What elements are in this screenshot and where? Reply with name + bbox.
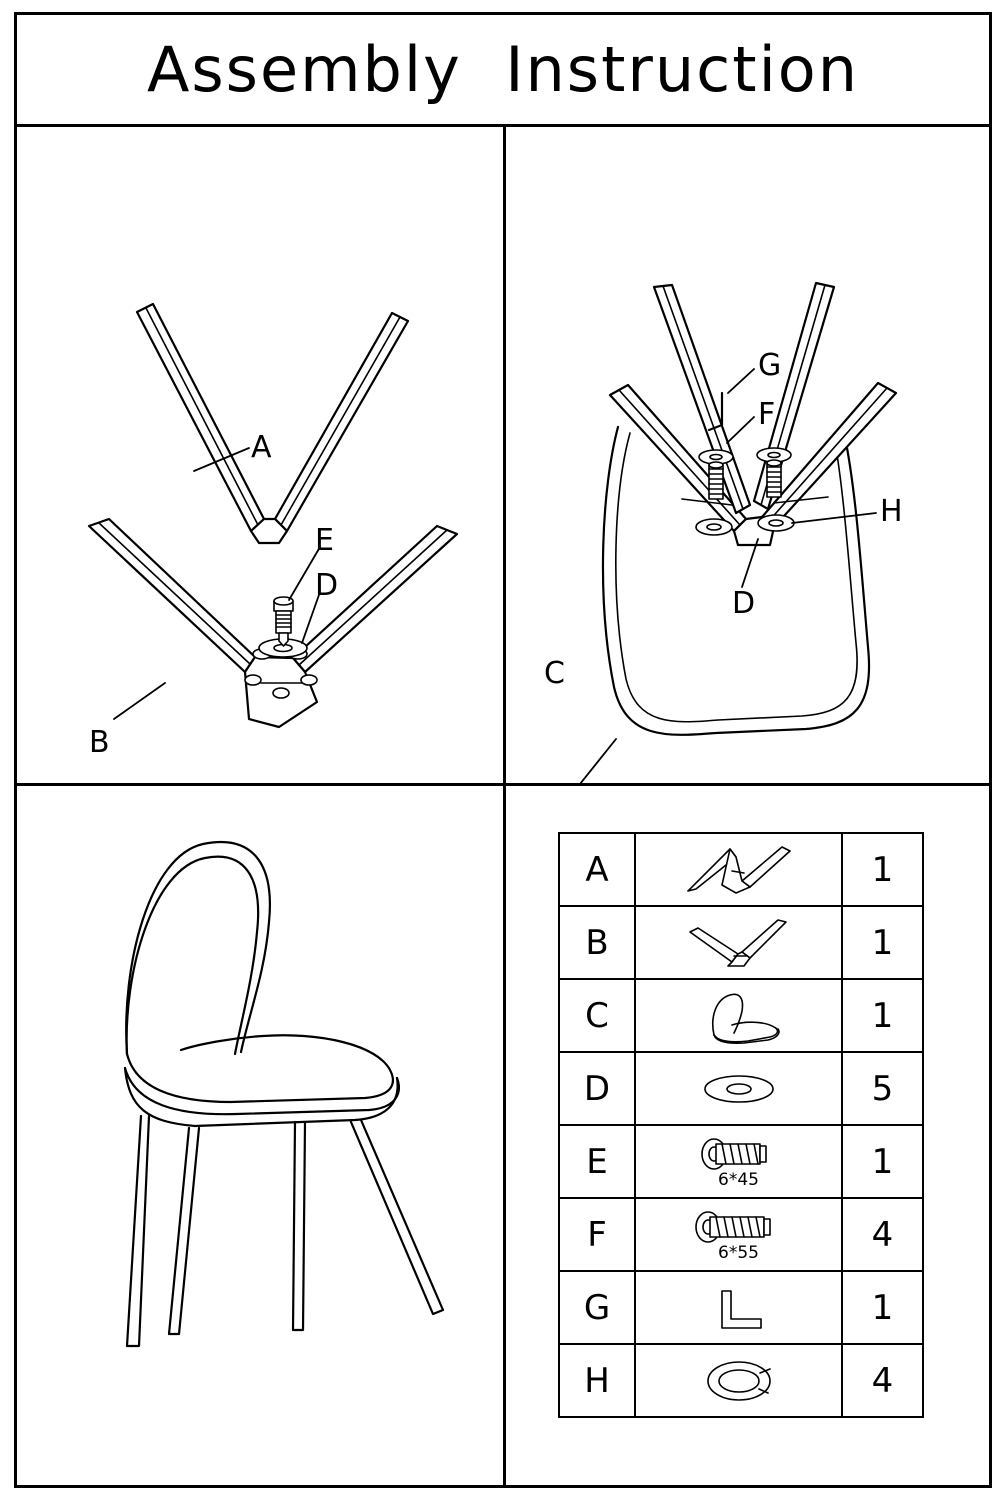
leg-frame-a-drawing xyxy=(137,304,408,543)
leg-frames-drawing xyxy=(610,283,896,545)
bolt-icon xyxy=(636,1207,841,1263)
part-qty: 1 xyxy=(842,833,923,906)
leader-h xyxy=(792,513,876,523)
leg-frame-b-drawing xyxy=(89,519,457,727)
leg-frame-a-icon xyxy=(636,841,841,899)
label-e: E xyxy=(315,523,334,558)
label-f: F xyxy=(758,397,776,432)
part-picture xyxy=(635,1052,842,1125)
washer-icon xyxy=(636,1069,841,1109)
table-row xyxy=(559,833,923,906)
step-2-diagram xyxy=(506,127,989,783)
table-row xyxy=(559,1125,923,1198)
panel-step-2 xyxy=(506,127,989,783)
table-row xyxy=(559,1271,923,1344)
leg-frame-b-icon xyxy=(636,914,841,972)
table-row xyxy=(559,1344,923,1417)
part-picture xyxy=(635,1344,842,1417)
panel-step-3 xyxy=(17,786,503,1488)
table-row xyxy=(559,906,923,979)
part-qty: 4 xyxy=(842,1198,923,1271)
panel-parts-list xyxy=(506,786,989,1488)
label-d: D xyxy=(315,568,339,603)
seat-shell-icon xyxy=(636,987,841,1045)
part-qty: 1 xyxy=(842,979,923,1052)
part-picture xyxy=(635,833,842,906)
parts-list-table xyxy=(558,832,924,1418)
part-letter: A xyxy=(559,833,635,906)
leader-g xyxy=(728,369,754,393)
part-letter: H xyxy=(559,1344,635,1417)
part-picture xyxy=(635,1125,842,1198)
part-qty: 1 xyxy=(842,1125,923,1198)
table-row xyxy=(559,979,923,1052)
label-b: B xyxy=(89,725,110,760)
leader-d2 xyxy=(742,539,758,587)
spring-washer-icon xyxy=(636,1357,841,1405)
part-picture xyxy=(635,979,842,1052)
part-size: 6*55 xyxy=(718,1242,759,1263)
page-title: Assembly Instruction xyxy=(146,33,860,106)
label-g: G xyxy=(758,348,782,383)
leader-f xyxy=(727,417,754,443)
part-qty: 1 xyxy=(842,1271,923,1344)
leader-b xyxy=(114,683,165,719)
allen-key-icon xyxy=(636,1285,841,1331)
label-a: A xyxy=(251,430,272,465)
label-c: C xyxy=(544,656,565,691)
part-picture xyxy=(635,1271,842,1344)
part-letter: B xyxy=(559,906,635,979)
part-picture xyxy=(635,906,842,979)
step-1-diagram xyxy=(17,127,503,783)
part-qty: 5 xyxy=(842,1052,923,1125)
part-qty: 1 xyxy=(842,906,923,979)
table-row xyxy=(559,1198,923,1271)
part-size: 6*45 xyxy=(718,1169,759,1190)
table-row xyxy=(559,1052,923,1125)
part-letter: D xyxy=(559,1052,635,1125)
leader-c xyxy=(568,739,616,783)
part-letter: E xyxy=(559,1125,635,1198)
part-letter: C xyxy=(559,979,635,1052)
part-letter: F xyxy=(559,1198,635,1271)
part-qty: 4 xyxy=(842,1344,923,1417)
title-band xyxy=(17,15,989,127)
label-h: H xyxy=(880,494,903,529)
bolt-icon xyxy=(636,1134,841,1190)
part-picture xyxy=(635,1198,842,1271)
panel-step-1 xyxy=(17,127,503,783)
label-d-step2: D xyxy=(732,586,756,621)
part-letter: G xyxy=(559,1271,635,1344)
finished-chair-drawing xyxy=(17,786,503,1488)
